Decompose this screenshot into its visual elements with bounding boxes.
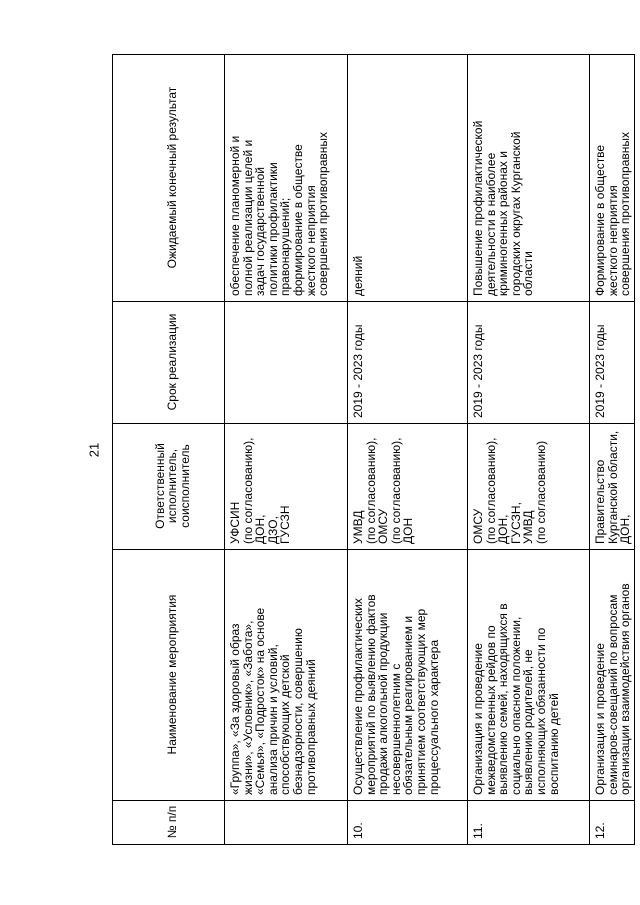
cell-result <box>348 55 468 302</box>
cell-text-line: Повышение профилактической <box>471 120 485 296</box>
page-number-text: 21 <box>86 442 102 458</box>
cell-term <box>225 302 348 424</box>
cell-text-line: совершения противоправных <box>618 131 633 296</box>
cell-text-line: формирование в обществе <box>290 144 305 296</box>
cell-name <box>348 550 468 801</box>
cell-text-line: правонарушений; <box>278 197 293 296</box>
cell-text-line: «Группа», «За здоровый образ <box>228 623 242 795</box>
cell-text-line: политики профилактики <box>265 162 280 296</box>
cell-text-line: жесткого неприятия <box>605 185 620 296</box>
cell-text-line: (по согласованию) <box>533 440 548 544</box>
table-row <box>590 55 635 845</box>
cell-text-line: совершения противоправных <box>316 131 331 296</box>
cell-executor <box>348 424 468 550</box>
cell-result <box>468 55 590 302</box>
cell-text-line: выявлению родителей, не <box>521 649 536 795</box>
header-term: Срок реализации <box>113 302 225 424</box>
cell-text-line: ДОН, <box>618 514 633 544</box>
cell-text-line: семинаров-совещаний по вопросам <box>605 594 620 795</box>
header-executor: Ответственный исполнитель, соисполнитель <box>113 424 225 550</box>
cell-text-line: обязательным реагированием и <box>401 615 416 795</box>
cell-text-line: (по согласованию), <box>388 437 403 544</box>
cell-text-line: процессуального характера <box>426 639 441 795</box>
cell-text-line: Правительство <box>593 459 607 544</box>
cell-result <box>590 55 635 302</box>
cell-text-line: ГУСЗН <box>278 505 293 544</box>
cell-name <box>225 550 348 801</box>
cell-text-line: (по согласованию), <box>240 437 255 544</box>
cell-text-line: ДОН, <box>253 514 268 544</box>
cell-text-line: исполняющих обязанности по <box>533 627 548 795</box>
cell-text-line: деяний <box>351 255 365 296</box>
cell-executor <box>468 424 590 550</box>
cell-text-line: ГУСЗН, <box>508 502 523 544</box>
cell-result <box>225 55 348 302</box>
cell-text-line: анализа причин и условий, <box>265 644 280 795</box>
cell-text-line: Осуществление профилактических <box>351 598 365 795</box>
cell-text-line: принятием соответствующих мер <box>413 608 428 795</box>
cell-name <box>590 550 635 801</box>
cell-text-line: задач государственной <box>253 167 268 296</box>
cell-term: 2019 - 2023 годы <box>590 302 635 424</box>
cell-text-line: Формирование в обществе <box>593 144 607 296</box>
cell-text-line: безнадзорности, совершению <box>290 628 305 795</box>
cell-text-line: Организация и проведение <box>593 643 607 795</box>
measures-table <box>112 54 635 845</box>
header-num: № п/п <box>113 801 225 845</box>
table-row <box>468 55 590 845</box>
cell-text-line: несовершеннолетним с <box>388 663 403 795</box>
cell-text-line: жесткого неприятия <box>303 185 318 296</box>
cell-executor <box>225 424 348 550</box>
cell-text-line: ДОН <box>401 517 416 544</box>
cell-text-line: области <box>521 251 536 296</box>
cell-text-line: ОМСУ <box>376 508 391 544</box>
cell-text-line: УМВД <box>521 510 536 544</box>
cell-text-line: продажи алкогольной продукции <box>376 612 391 795</box>
cell-text-line: ДОН, <box>496 514 511 544</box>
cell-text-line: «Семья», «Подросток» на основе <box>253 607 268 795</box>
rotated-table-container <box>112 55 633 845</box>
cell-text-line: жизни», «Условник», «Забота», <box>240 620 255 795</box>
cell-text-line: Организация и проведение <box>471 643 485 795</box>
cell-num: 11. <box>468 801 590 845</box>
cell-text-line: мероприятий по выявлению фактов <box>363 594 378 795</box>
cell-text-line: ОМСУ <box>471 508 485 544</box>
cell-text-line: криминогенных районах и <box>496 151 511 296</box>
cell-num <box>225 801 348 845</box>
cell-text-line: ДЗО, <box>265 516 280 544</box>
cell-text-line: (по согласованию), <box>363 437 378 544</box>
cell-executor <box>590 424 635 550</box>
cell-text-line: противоправных деяний <box>303 659 318 795</box>
table-row <box>348 55 468 845</box>
cell-text-line: УМВД <box>351 510 365 544</box>
cell-text-line: межведомственных рейдов по <box>483 625 498 795</box>
cell-text-line: выявлению семей, находящихся в <box>496 603 511 795</box>
cell-num: 12. <box>590 801 635 845</box>
cell-text-line: социально опасном положении, <box>508 616 523 795</box>
cell-text-line: Курганской области, <box>605 430 620 544</box>
cell-term: 2019 - 2023 годы <box>468 302 590 424</box>
cell-text-line: обеспечение планомерной и <box>228 135 242 296</box>
cell-text-line: УФСИН <box>228 501 242 544</box>
header-name: Наименование мероприятия <box>113 550 225 801</box>
cell-name <box>468 550 590 801</box>
cell-text-line: организации взаимодействия органов <box>618 583 633 795</box>
cell-num: 10. <box>348 801 468 845</box>
cell-text-line: полной реализации целей и <box>240 139 255 296</box>
cell-text-line: воспитанию детей <box>546 693 561 795</box>
page-number <box>84 430 104 470</box>
cell-term: 2019 - 2023 годы <box>348 302 468 424</box>
cell-text-line: (по согласованию), <box>483 437 498 544</box>
cell-text-line: способствующих детской <box>278 654 293 795</box>
header-result: Ожидаемый конечный результат <box>113 55 225 302</box>
cell-text-line: городских округах Курганской <box>508 131 523 296</box>
table-row <box>225 55 348 845</box>
cell-text-line: деятельности в наиболее <box>483 152 498 296</box>
table-header-row <box>113 55 225 845</box>
